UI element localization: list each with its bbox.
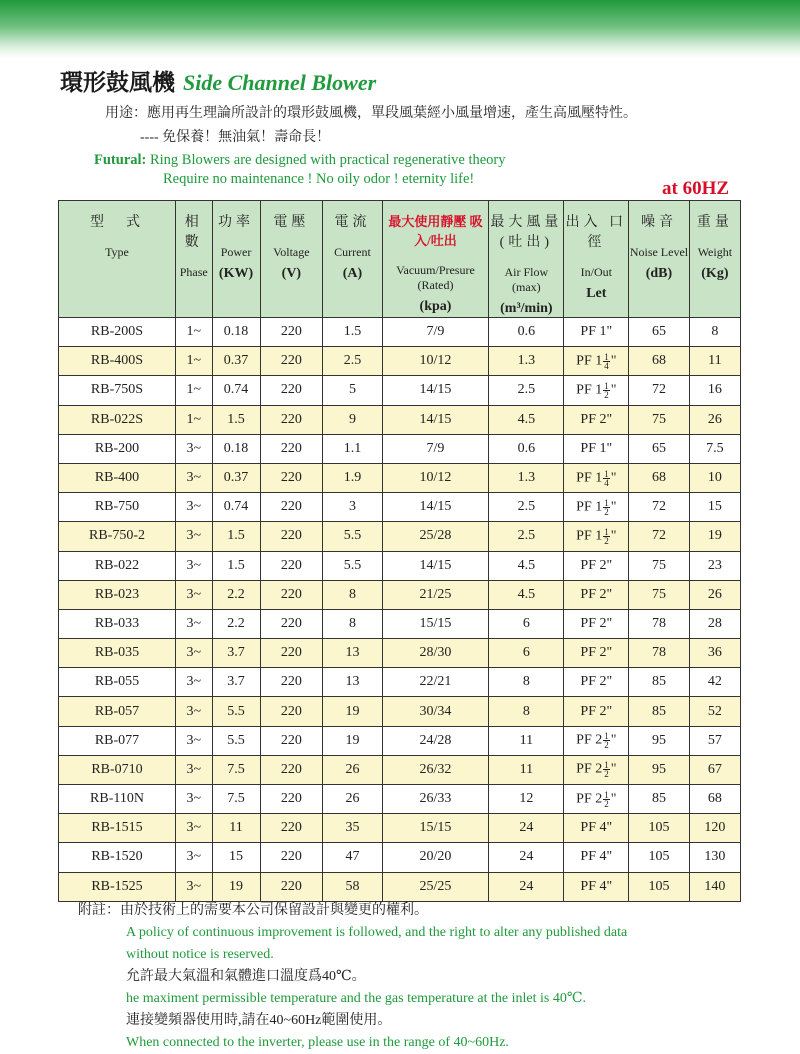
cell-current: 1.9 [323,463,383,492]
table-row [59,493,741,522]
column-header-unit: (Kg) [701,266,729,281]
cell-airflow: 24 [489,872,564,901]
cell-airflow: 11 [489,755,564,784]
cell-port: PF 1 $\frac{1}{4}$ " [564,347,629,376]
cell-power: 0.74 [212,376,260,405]
cell-voltage: 220 [260,668,323,697]
cell-power: 5.5 [212,726,260,755]
cell-power: 0.37 [212,463,260,492]
cell-phase: 3~ [175,872,212,901]
cell-pressure: 26/33 [382,785,489,814]
cell-phase: 3~ [175,639,212,668]
cell-weight: 8 [689,318,740,347]
cell-current: 1.1 [323,434,383,463]
cell-airflow: 2.5 [489,493,564,522]
cell-weight: 16 [689,376,740,405]
cell-noise: 78 [629,639,690,668]
column-header-zh: 電壓 [273,215,310,230]
cell-airflow: 2.5 [489,376,564,405]
cell-type: RB-110N [59,785,176,814]
cell-pressure: 30/34 [382,697,489,726]
column-header [489,201,564,318]
cell-power: 2.2 [212,580,260,609]
column-header-en: Vacuum/Presure (Rated) [396,263,475,292]
cell-pressure: 10/12 [382,463,489,492]
table-row [59,785,741,814]
cell-current: 2.5 [323,347,383,376]
column-header-en: Voltage [273,245,310,259]
cell-voltage: 220 [260,580,323,609]
cell-noise: 72 [629,376,690,405]
port-fraction: $\frac{1}{2}$ [604,789,609,809]
table-row [59,872,741,901]
cell-current: 13 [323,639,383,668]
cell-noise: 68 [629,347,690,376]
cell-weight: 23 [689,551,740,580]
column-header-zh: 出入 口徑 [565,215,628,250]
cell-noise: 95 [629,726,690,755]
cell-airflow: 24 [489,814,564,843]
cell-airflow: 4.5 [489,580,564,609]
table-row [59,843,741,872]
port-fraction: $\frac{1}{4}$ [604,351,609,371]
cell-type: RB-200S [59,318,176,347]
cell-weight: 140 [689,872,740,901]
column-header [260,201,323,318]
note-en-1a: A policy of continuous improvement is followed, and the right to alter any published data [126,925,628,940]
cell-pressure: 15/15 [382,609,489,638]
column-header-en: Weight [697,245,733,259]
column-header-zh: 型 式 [89,215,144,230]
cell-noise: 72 [629,493,690,522]
column-header-unit: (V) [281,266,302,281]
cell-voltage: 220 [260,318,323,347]
cell-type: RB-0710 [59,755,176,784]
cell-pressure: 15/15 [382,814,489,843]
cell-power: 1.5 [212,551,260,580]
cell-weight: 28 [689,609,740,638]
cell-noise: 105 [629,872,690,901]
cell-port: PF 2" [564,639,629,668]
cell-weight: 7.5 [689,434,740,463]
cell-type: RB-750 [59,493,176,522]
cell-phase: 3~ [175,697,212,726]
cell-port: PF 2" [564,697,629,726]
cell-power: 7.5 [212,755,260,784]
cell-port: PF 2" [564,580,629,609]
usage-line-1: 用途：應用再生理論所設計的環形鼓風機，單段風葉經小風量增速，產生高風壓特性。 [105,106,637,121]
cell-pressure: 10/12 [382,347,489,376]
cell-port: PF 4" [564,814,629,843]
table-row [59,668,741,697]
cell-noise: 75 [629,405,690,434]
table-row [59,551,741,580]
column-header-en: Phase [179,265,208,279]
cell-current: 19 [323,697,383,726]
cell-phase: 3~ [175,668,212,697]
table-row [59,318,741,347]
cell-current: 26 [323,755,383,784]
cell-current: 8 [323,580,383,609]
cell-phase: 3~ [175,843,212,872]
cell-port: PF 1 $\frac{1}{2}$ " [564,522,629,551]
futural-line-1 [94,149,506,171]
column-header [323,201,383,318]
cell-power: 2.2 [212,609,260,638]
cell-voltage: 220 [260,785,323,814]
column-header-unit: (KW) [218,266,254,281]
cell-airflow: 2.5 [489,522,564,551]
cell-pressure: 26/32 [382,755,489,784]
cell-phase: 3~ [175,551,212,580]
cell-port: PF 1 $\frac{1}{4}$ " [564,463,629,492]
cell-port: PF 2 $\frac{1}{2}$ " [564,785,629,814]
cell-voltage: 220 [260,493,323,522]
cell-power: 0.37 [212,347,260,376]
cell-port: PF 2" [564,668,629,697]
column-header-zh: 相數 [184,215,203,250]
column-header-unit: (A) [342,266,363,281]
cell-weight: 26 [689,580,740,609]
table-row [59,697,741,726]
cell-weight: 52 [689,697,740,726]
column-header-unit: (kpa) [419,299,452,314]
cell-voltage: 220 [260,522,323,551]
cell-noise: 105 [629,843,690,872]
cell-weight: 120 [689,814,740,843]
cell-pressure: 7/9 [382,318,489,347]
cell-airflow: 0.6 [489,318,564,347]
column-header-en: Power [220,245,252,259]
cell-port: PF 1 $\frac{1}{2}$ " [564,493,629,522]
cell-weight: 130 [689,843,740,872]
table-row [59,347,741,376]
port-fraction: $\frac{1}{2}$ [604,497,609,517]
cell-airflow: 8 [489,668,564,697]
cell-phase: 1~ [175,347,212,376]
cell-voltage: 220 [260,609,323,638]
cell-type: RB-400 [59,463,176,492]
cell-weight: 42 [689,668,740,697]
cell-voltage: 220 [260,405,323,434]
cell-current: 5 [323,376,383,405]
cell-voltage: 220 [260,434,323,463]
title-en: Side Channel Blower [183,70,377,95]
table-row [59,580,741,609]
cell-type: RB-033 [59,609,176,638]
cell-port: PF 4" [564,843,629,872]
column-header-unit: (dB) [645,266,673,281]
column-header-zh: 電流 [334,215,371,230]
column-header-en: Current [334,245,371,259]
cell-airflow: 6 [489,609,564,638]
column-header [629,201,690,318]
cell-pressure: 14/15 [382,551,489,580]
cell-type: RB-1525 [59,872,176,901]
table-row [59,463,741,492]
table-header-row [59,201,741,318]
cell-type: RB-035 [59,639,176,668]
cell-type: RB-022 [59,551,176,580]
cell-current: 35 [323,814,383,843]
cell-power: 3.7 [212,639,260,668]
cell-port: PF 2" [564,405,629,434]
cell-port: PF 1" [564,318,629,347]
cell-power: 7.5 [212,785,260,814]
cell-type: RB-750-2 [59,522,176,551]
cell-type: RB-200 [59,434,176,463]
cell-pressure: 14/15 [382,405,489,434]
cell-noise: 65 [629,318,690,347]
cell-type: RB-055 [59,668,176,697]
port-fraction: $\frac{1}{2}$ [604,731,609,751]
cell-type: RB-750S [59,376,176,405]
cell-power: 3.7 [212,668,260,697]
top-green-band [0,0,800,58]
cell-pressure: 14/15 [382,493,489,522]
cell-noise: 68 [629,463,690,492]
cell-airflow: 11 [489,726,564,755]
column-header-en: In/Out [580,265,612,279]
cell-power: 1.5 [212,522,260,551]
cell-type: RB-077 [59,726,176,755]
port-fraction: $\frac{1}{2}$ [604,760,609,780]
table-row [59,609,741,638]
cell-power: 19 [212,872,260,901]
cell-phase: 1~ [175,318,212,347]
table-row [59,755,741,784]
cell-voltage: 220 [260,697,323,726]
cell-type: RB-057 [59,697,176,726]
cell-noise: 105 [629,814,690,843]
cell-phase: 3~ [175,580,212,609]
cell-weight: 26 [689,405,740,434]
cell-current: 5.5 [323,522,383,551]
cell-type: RB-022S [59,405,176,434]
cell-port: PF 2" [564,551,629,580]
column-header [175,201,212,318]
cell-noise: 85 [629,785,690,814]
table-row [59,814,741,843]
usage-line-2: ---- 免保養！無油氣！壽命長！ [140,130,331,145]
cell-power: 5.5 [212,697,260,726]
cell-current: 26 [323,785,383,814]
table-body [59,318,741,902]
column-header-zh: 噪音 [640,215,677,230]
cell-noise: 75 [629,580,690,609]
column-header-zh: 重量 [696,215,733,230]
page-title [60,64,376,97]
cell-noise: 78 [629,609,690,638]
cell-type: RB-1520 [59,843,176,872]
cell-port: PF 2" [564,609,629,638]
cell-power: 15 [212,843,260,872]
cell-current: 5.5 [323,551,383,580]
cell-weight: 36 [689,639,740,668]
cell-airflow: 0.6 [489,434,564,463]
column-header-unit: (m³/min) [500,301,553,316]
cell-type: RB-400S [59,347,176,376]
table-row [59,405,741,434]
cell-voltage: 220 [260,843,323,872]
futural-text-1: Ring Blowers are designed with practical regenerative theory [149,152,506,168]
spec-table [58,200,741,902]
cell-phase: 3~ [175,522,212,551]
cell-pressure: 25/25 [382,872,489,901]
cell-phase: 3~ [175,493,212,522]
column-header [59,201,176,318]
table-row [59,726,741,755]
cell-pressure: 24/28 [382,726,489,755]
cell-current: 8 [323,609,383,638]
note-en-3: When connected to the inverter, please use in the range of 40~60Hz. [126,1035,509,1050]
cell-power: 1.5 [212,405,260,434]
cell-pressure: 7/9 [382,434,489,463]
cell-phase: 3~ [175,814,212,843]
cell-voltage: 220 [260,639,323,668]
cell-port: PF 1 $\frac{1}{2}$ " [564,376,629,405]
title-zh: 環形鼓風機 [60,70,175,95]
column-header-en: Type [105,245,129,259]
cell-airflow: 1.3 [489,347,564,376]
column-header-unit: Let [586,286,607,301]
table-row [59,376,741,405]
cell-voltage: 220 [260,463,323,492]
frequency-label: at 60HZ [662,178,730,199]
cell-port: PF 2 $\frac{1}{2}$ " [564,726,629,755]
cell-port: PF 2 $\frac{1}{2}$ " [564,755,629,784]
notes-section [78,900,627,1054]
cell-weight: 57 [689,726,740,755]
cell-pressure: 21/25 [382,580,489,609]
cell-airflow: 24 [489,843,564,872]
cell-power: 11 [212,814,260,843]
cell-airflow: 12 [489,785,564,814]
cell-current: 9 [323,405,383,434]
table-row [59,639,741,668]
column-header-zh: 最大使用靜壓 吸入/吐出 [388,214,483,248]
futural-label: Futural: [94,152,147,168]
cell-voltage: 220 [260,726,323,755]
cell-power: 0.74 [212,493,260,522]
cell-current: 13 [323,668,383,697]
cell-phase: 3~ [175,755,212,784]
cell-pressure: 22/21 [382,668,489,697]
cell-weight: 19 [689,522,740,551]
table-row [59,522,741,551]
note-en-2: he maximent permissible temperature and the gas temperature at the inlet is 40℃. [126,991,587,1006]
note-zh-2: 允許最大氣溫和氣體進口溫度爲40℃。 [126,969,366,984]
port-fraction: $\frac{1}{4}$ [604,468,609,488]
cell-noise: 75 [629,551,690,580]
cell-voltage: 220 [260,814,323,843]
cell-noise: 95 [629,755,690,784]
cell-type: RB-1515 [59,814,176,843]
column-header-zh: 功率 [218,215,255,230]
cell-phase: 3~ [175,434,212,463]
note-en-1b: without notice is reserved. [126,947,274,962]
cell-airflow: 8 [489,697,564,726]
cell-noise: 85 [629,668,690,697]
column-header-zh: 最大風量 (吐出) [490,215,563,250]
cell-power: 0.18 [212,318,260,347]
cell-weight: 67 [689,755,740,784]
cell-voltage: 220 [260,347,323,376]
cell-airflow: 4.5 [489,405,564,434]
cell-weight: 15 [689,493,740,522]
column-header-en: Noise Level [629,245,689,259]
cell-noise: 65 [629,434,690,463]
cell-power: 0.18 [212,434,260,463]
column-header [212,201,260,318]
cell-pressure: 20/20 [382,843,489,872]
cell-port: PF 4" [564,872,629,901]
cell-current: 1.5 [323,318,383,347]
cell-voltage: 220 [260,755,323,784]
cell-noise: 85 [629,697,690,726]
cell-type: RB-023 [59,580,176,609]
cell-current: 47 [323,843,383,872]
port-fraction: $\frac{1}{2}$ [604,526,609,546]
cell-weight: 68 [689,785,740,814]
cell-airflow: 4.5 [489,551,564,580]
cell-voltage: 220 [260,376,323,405]
cell-voltage: 220 [260,872,323,901]
cell-phase: 1~ [175,376,212,405]
table-row [59,434,741,463]
cell-airflow: 6 [489,639,564,668]
note-zh-1: 附註：由於技術上的需要本公司保留設計與變更的權利。 [78,903,428,918]
column-header [564,201,629,318]
cell-weight: 11 [689,347,740,376]
port-fraction: $\frac{1}{2}$ [604,380,609,400]
column-header [382,201,489,318]
cell-pressure: 25/28 [382,522,489,551]
cell-phase: 3~ [175,463,212,492]
cell-pressure: 14/15 [382,376,489,405]
cell-phase: 3~ [175,726,212,755]
cell-weight: 10 [689,463,740,492]
column-header-en: Air Flow (max) [504,265,549,294]
column-header [689,201,740,318]
cell-current: 58 [323,872,383,901]
cell-voltage: 220 [260,551,323,580]
cell-phase: 3~ [175,609,212,638]
cell-airflow: 1.3 [489,463,564,492]
cell-current: 19 [323,726,383,755]
cell-phase: 3~ [175,785,212,814]
cell-noise: 72 [629,522,690,551]
cell-phase: 1~ [175,405,212,434]
cell-current: 3 [323,493,383,522]
futural-line-2: Require no maintenance ! No oily odor ! eternity life! [163,171,475,187]
note-zh-3: 連接變頻器使用時,請在40~60Hz範圍使用。 [126,1013,392,1028]
cell-pressure: 28/30 [382,639,489,668]
cell-port: PF 1" [564,434,629,463]
